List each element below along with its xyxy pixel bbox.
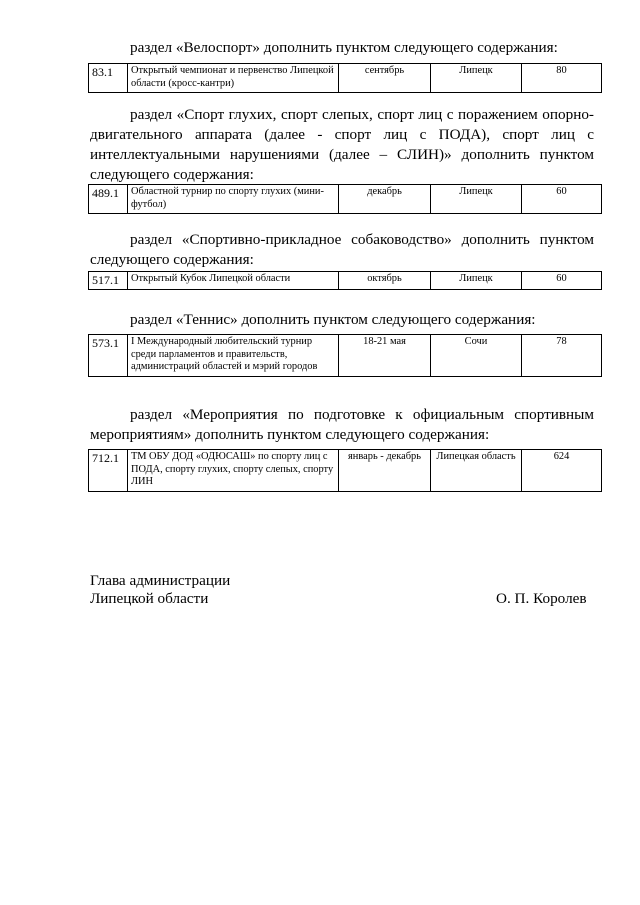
- signatory-name: О. П. Королев: [496, 590, 587, 607]
- event-date: октябрь: [339, 272, 431, 290]
- table-row-dog-sport: [88, 271, 602, 290]
- section-intro-tennis: раздел «Теннис» дополнить пунктом следующего содержания:: [130, 311, 536, 328]
- participant-count: 624: [522, 450, 602, 492]
- event-date: январь - декабрь: [339, 450, 431, 492]
- table-row-cycling: [88, 63, 602, 93]
- section-intro-adaptive-sports: раздел «Спорт глухих, спорт слепых, спорт лиц с поражением опорно-двигательного аппарата (далее - спорт лиц с ПОДА), спорт лиц с интеллектуальными нарушениями (далее – СЛИН)» дополнить пунктом следующего содержания:: [90, 106, 594, 183]
- participant-count: 60: [522, 185, 602, 214]
- event-name: I Международный любительский турнир среди парламентов и правительств, администраций областей и мэрий городов: [128, 335, 339, 377]
- participant-count: 80: [522, 64, 602, 93]
- table-row-adaptive-sports: [88, 184, 602, 214]
- section-intro-cycling: раздел «Велоспорт» дополнить пунктом следующего содержания:: [130, 39, 558, 56]
- section-intro-training: раздел «Мероприятия по подготовке к официальным спортивным мероприятиям» дополнить пунктом следующего содержания:: [90, 406, 594, 443]
- event-place: Липецк: [431, 272, 522, 290]
- event-name: Открытый Кубок Липецкой области: [128, 272, 339, 290]
- participant-count: 60: [522, 272, 602, 290]
- item-number: 83.1: [89, 64, 128, 93]
- event-place: Липецк: [431, 185, 522, 214]
- signature-title-line2: Липецкой области: [90, 590, 209, 607]
- event-place: Липецкая область: [431, 450, 522, 492]
- participant-count: 78: [522, 335, 602, 377]
- event-name: Областной турнир по спорту глухих (мини-футбол): [128, 185, 339, 214]
- event-date: декабрь: [339, 185, 431, 214]
- event-name: ТМ ОБУ ДОД «ОДЮСАШ» по спорту лиц с ПОДА, спорту глухих, спорту слепых, спорту ЛИН: [128, 450, 339, 492]
- table-row-training: [88, 449, 602, 492]
- event-place: Липецк: [431, 64, 522, 93]
- signature-title-line1: Глава администрации: [90, 572, 231, 589]
- item-number: 517.1: [89, 272, 128, 290]
- event-place: Сочи: [431, 335, 522, 377]
- item-number: 573.1: [89, 335, 128, 377]
- item-number: 712.1: [89, 450, 128, 492]
- event-date: 18-21 мая: [339, 335, 431, 377]
- table-row-tennis: [88, 334, 602, 377]
- event-name: Открытый чемпионат и первенство Липецкой области (кросс-кантри): [128, 64, 339, 93]
- event-date: сентябрь: [339, 64, 431, 93]
- item-number: 489.1: [89, 185, 128, 214]
- section-intro-dog-sport: раздел «Спортивно-прикладное собаководство» дополнить пунктом следующего содержания:: [90, 231, 594, 268]
